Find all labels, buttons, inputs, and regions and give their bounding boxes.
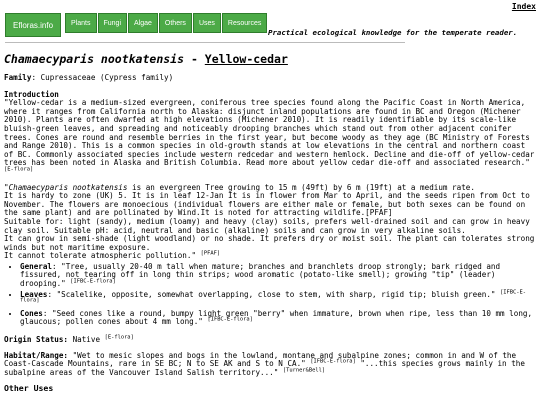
main-content [4,52,536,393]
pfaf-pollution: It cannot tolerate atmospheric pollution." [4,251,197,261]
list-item [20,310,536,327]
desc-leaves-text: : "Scalelike, opposite, somewhat overlapping, close to stem, with sharp, rigid tip; bluish green." [47,289,496,299]
desc-leaves-label: Leaves [20,289,48,299]
desc-cones-ref: [IFBC-E-flora] [207,316,253,323]
family-label: Family [4,73,32,82]
site-tagline: Practical ecological knowledge for the temperate reader. [268,28,518,37]
intro-ref: [E-flora] [4,166,34,173]
pfaf-line-4: It can grow in semi-shade (light woodland) or no shade. It prefers dry or moist soil. The plant can tolerates strong winds but not maritime exposure. [4,234,535,252]
habitat-text-2: "...this species grows mainly in the subalpine areas of the Vancouver Island Salish territory..." [4,359,525,377]
nav-plants-button[interactable]: Plants [65,13,96,33]
header-divider [5,42,405,43]
habitat-range [4,352,536,378]
desc-general-text: : "Tree, usually 20-40 m tall when mature; branches and branchlets droop strongly; bark ridged and fissured, not tearing off in long thin strips; wood aromatic (potato-like smell); growing "tip" (leader) drooping." [20,261,501,289]
desc-cones-text: : "Seed cones like a round, bumpy light green "berry" when immature, brown when ripe, less than 10 mm long, glaucous; pollen cones about 4 mm long." [20,308,533,327]
page-title [4,52,536,66]
intro-heading: Introduction [4,89,59,99]
desc-leaves-ref: [IFBC-E-flora] [20,289,527,304]
pfaf-line-3: Suitable for: light (sandy), medium (loamy) and heavy (clay) soils, prefers well-drained soil and can grow in heavy clay soil. Suitable pH: acid, neutral and basic (alkaline) soils and can grow in very alkaline soils. [4,216,530,235]
pfaf-sci-name: Chamaecyparis nootkatensis [8,182,128,192]
family-line [4,74,536,83]
family-value: : Cupressaceae (Cypress family) [31,73,174,82]
pfaf-line-2: It is hardy to zone (UK) 5. It is in leaf 12-Jan It is in flower from Mar to April, and the seeds ripen from Oct to November. The flowers are monoecious (individual flowers are either male or female, but both sexes can be found on the same plant) and are pollinated by Wind.It is noted for attracting wildlife.[PFAF] [4,191,530,218]
intro-text [4,99,536,176]
nav-algae-button[interactable]: Algae [128,13,158,33]
desc-general-ref: [IFBC-E-flora] [70,278,116,285]
habitat-ref-2: [Turner&Bell] [282,367,326,374]
nav-resources-button[interactable]: Resources [222,13,267,33]
origin-ref: [E-flora] [104,334,134,341]
origin-status [4,336,536,345]
nav-fungi-button[interactable]: Fungi [98,13,128,33]
pfaf-line-1: "Chamaecyparis nootkatensis is an evergreen Tree growing to 15 m (49ft) by 6 m (19ft) at a medium rate. [4,182,475,192]
index-link[interactable]: Index [511,2,536,11]
description-list [4,263,536,327]
pfaf-ref: [PFAF] [200,250,221,257]
nav-others-button[interactable]: Others [159,13,192,33]
habitat-label: Habitat/Range: [4,350,69,360]
habitat-text: "Wet to mesic slopes and bogs in the lowland, montane and subalpine zones; common in and W of the Coast-Cascade Mountains, rare in SE BC; N to SE AK and S to N CA." [4,350,517,369]
desc-general-label: General [20,261,53,271]
intro-body: "Yellow-cedar is a medium-sized evergreen, coniferous tree species found along the Pacific Coast in North America, where it ranges from California north to Alaska: disjunct inland populations are found in BC and Oregon (Michener 2010). Plants are often dwarfed at high elevations (Michener 2010). It is readily identifiable by its scale-like bluish-green leaves, and spreading and noticeably drooping branches which stand out from other adjacent conifer trees. Cones are round and resemble berries in the first year, but become woody as they age (BC Ministry of Forests and Range 2010). This is a common species in old-growth stands at low elevations in the central and northern coast of BC. Commonly associated species include western redcedar and western hemlock. Decline and die-off of yellow-cedar trees has been noted in Alaska and British Columbia. Read more about yellow cedar die-off and associated research." [4,98,535,168]
pfaf-line-5 [4,252,536,261]
title-separator: - [184,52,205,66]
origin-label: Origin Status: [4,335,69,345]
top-nav [5,13,268,37]
nav-uses-button[interactable]: Uses [193,13,221,33]
origin-value: Native [68,335,105,345]
habitat-ref-1: [IFBC-E-flora] [310,358,356,365]
other-uses-heading: Other Uses [4,383,54,394]
title-common-name-link[interactable]: Yellow-cedar [204,52,288,66]
title-scientific-name: Chamaecyparis nootkatensis [4,52,185,66]
desc-cones-label: Cones [20,308,43,318]
pfaf-growth: is an evergreen Tree growing to 15 m (49ft) by 6 m (19ft) at a medium rate. [127,182,475,192]
list-item [20,263,536,289]
list-item [20,291,536,308]
nav-home-button[interactable]: Efloras.info [5,13,61,37]
